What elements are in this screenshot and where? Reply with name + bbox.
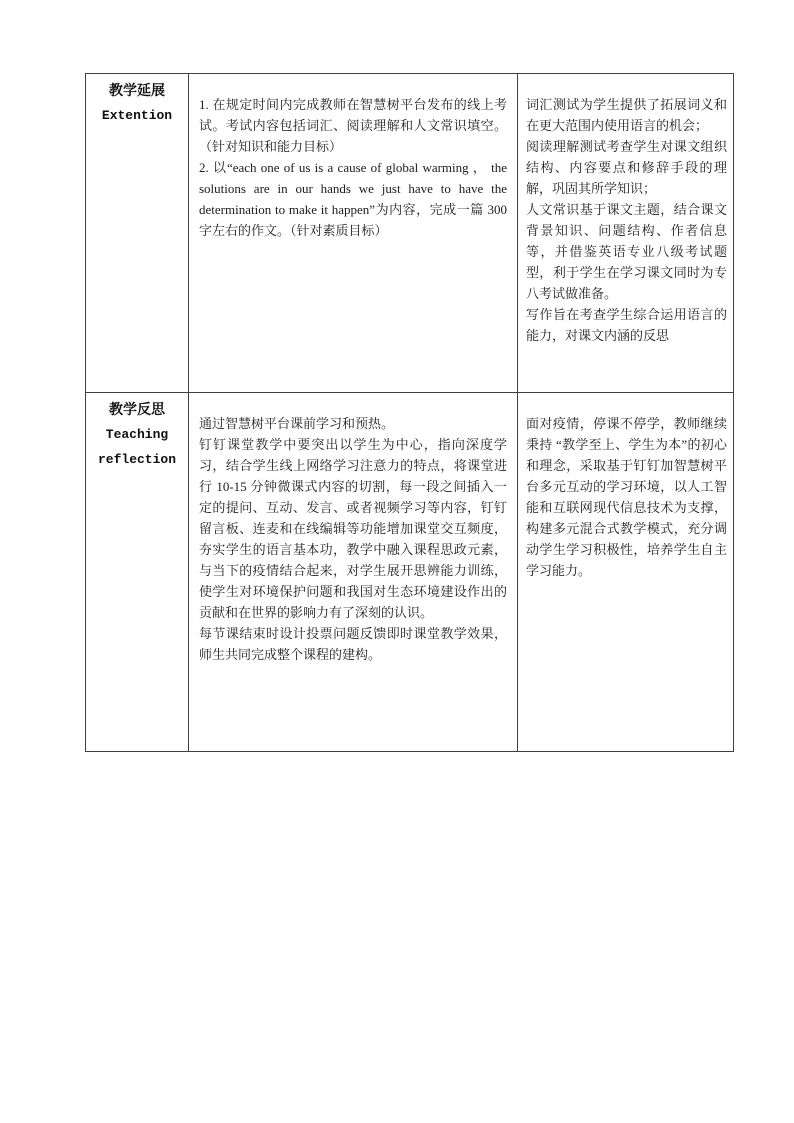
extension-content-paragraph: 2. 以“each one of us is a cause of global warming ， the solutions are in our hands we just have to have the determination to make it happen”为内容，完成一篇 300 字左右的作文。（针对素质目标） xyxy=(199,160,507,238)
extension-note-paragraph: 阅读理解测试考查学生对课文组织结构、内容要点和修辞手段的理解，巩固其所学知识； xyxy=(526,139,727,196)
reflection-label-en: Teaching reflection xyxy=(97,427,176,467)
reflection-note-paragraph: 面对疫情，停课不停学，教师继续秉持 “教学至上、学生为本”的初心和理念，采取基于钉钉加智慧树平台多元互动的学习环境，以人工智能和互联网现代信息技术为支撑，构建多元混合式教学模式，充分调动学生学习积极性，培养学生自主学习能力。 xyxy=(526,416,727,578)
extension-note-paragraph: 词汇测试为学生提供了拓展词义和在更大范围内使用语言的机会； xyxy=(526,97,727,133)
table-row-reflection xyxy=(86,393,734,752)
extension-label-zh: 教学延展 xyxy=(109,82,165,98)
reflection-note-cell xyxy=(518,393,734,752)
extension-label-en: Extention xyxy=(101,108,173,123)
extension-note-paragraph: 写作旨在考查学生综合运用语言的能力，对课文内涵的反思 xyxy=(526,307,727,343)
extension-label-cell xyxy=(86,74,189,393)
table-row-extension xyxy=(86,74,734,393)
reflection-content-paragraph: 通过智慧树平台课前学习和预热。 xyxy=(199,416,395,431)
extension-note-paragraph: 人文常识基于课文主题，结合课文背景知识、问题结构、作者信息等，并借鉴英语专业八级考试题型，利于学生在学习课文同时为专八考试做准备。 xyxy=(526,202,727,301)
extension-note-cell xyxy=(518,74,734,393)
lesson-plan-table xyxy=(85,73,734,752)
reflection-content-cell xyxy=(189,393,518,752)
extension-content-cell xyxy=(189,74,518,393)
reflection-label-cell xyxy=(86,393,189,752)
extension-content-paragraph: 1. 在规定时间内完成教师在智慧树平台发布的线上考试。考试内容包括词汇、阅读理解和人文常识填空。（针对知识和能力目标） xyxy=(199,97,507,154)
reflection-content-paragraph: 钉钉课堂教学中要突出以学生为中心，指向深度学习，结合学生线上网络学习注意力的特点，将课堂进行 10-15 分钟微课式内容的切割，每一段之间插入一定的提问、互动、发言、或者视频学习等内容，钉钉留言板、连麦和在线编辑等功能增加课堂交互频度，夯实学生的语言基本功，教学中融入课程思政元素，与当下的疫情结合起来，对学生展开思辨能力训练，使学生对环境保护问题和我国对生态环境建设作出的贡献和在世界的影响力有了深刻的认识。 xyxy=(199,437,507,620)
reflection-content-paragraph: 每节课结束时设计投票问题反馈即时课堂教学效果，师生共同完成整个课程的建构。 xyxy=(199,626,507,662)
reflection-label-zh: 教学反思 xyxy=(109,401,165,417)
